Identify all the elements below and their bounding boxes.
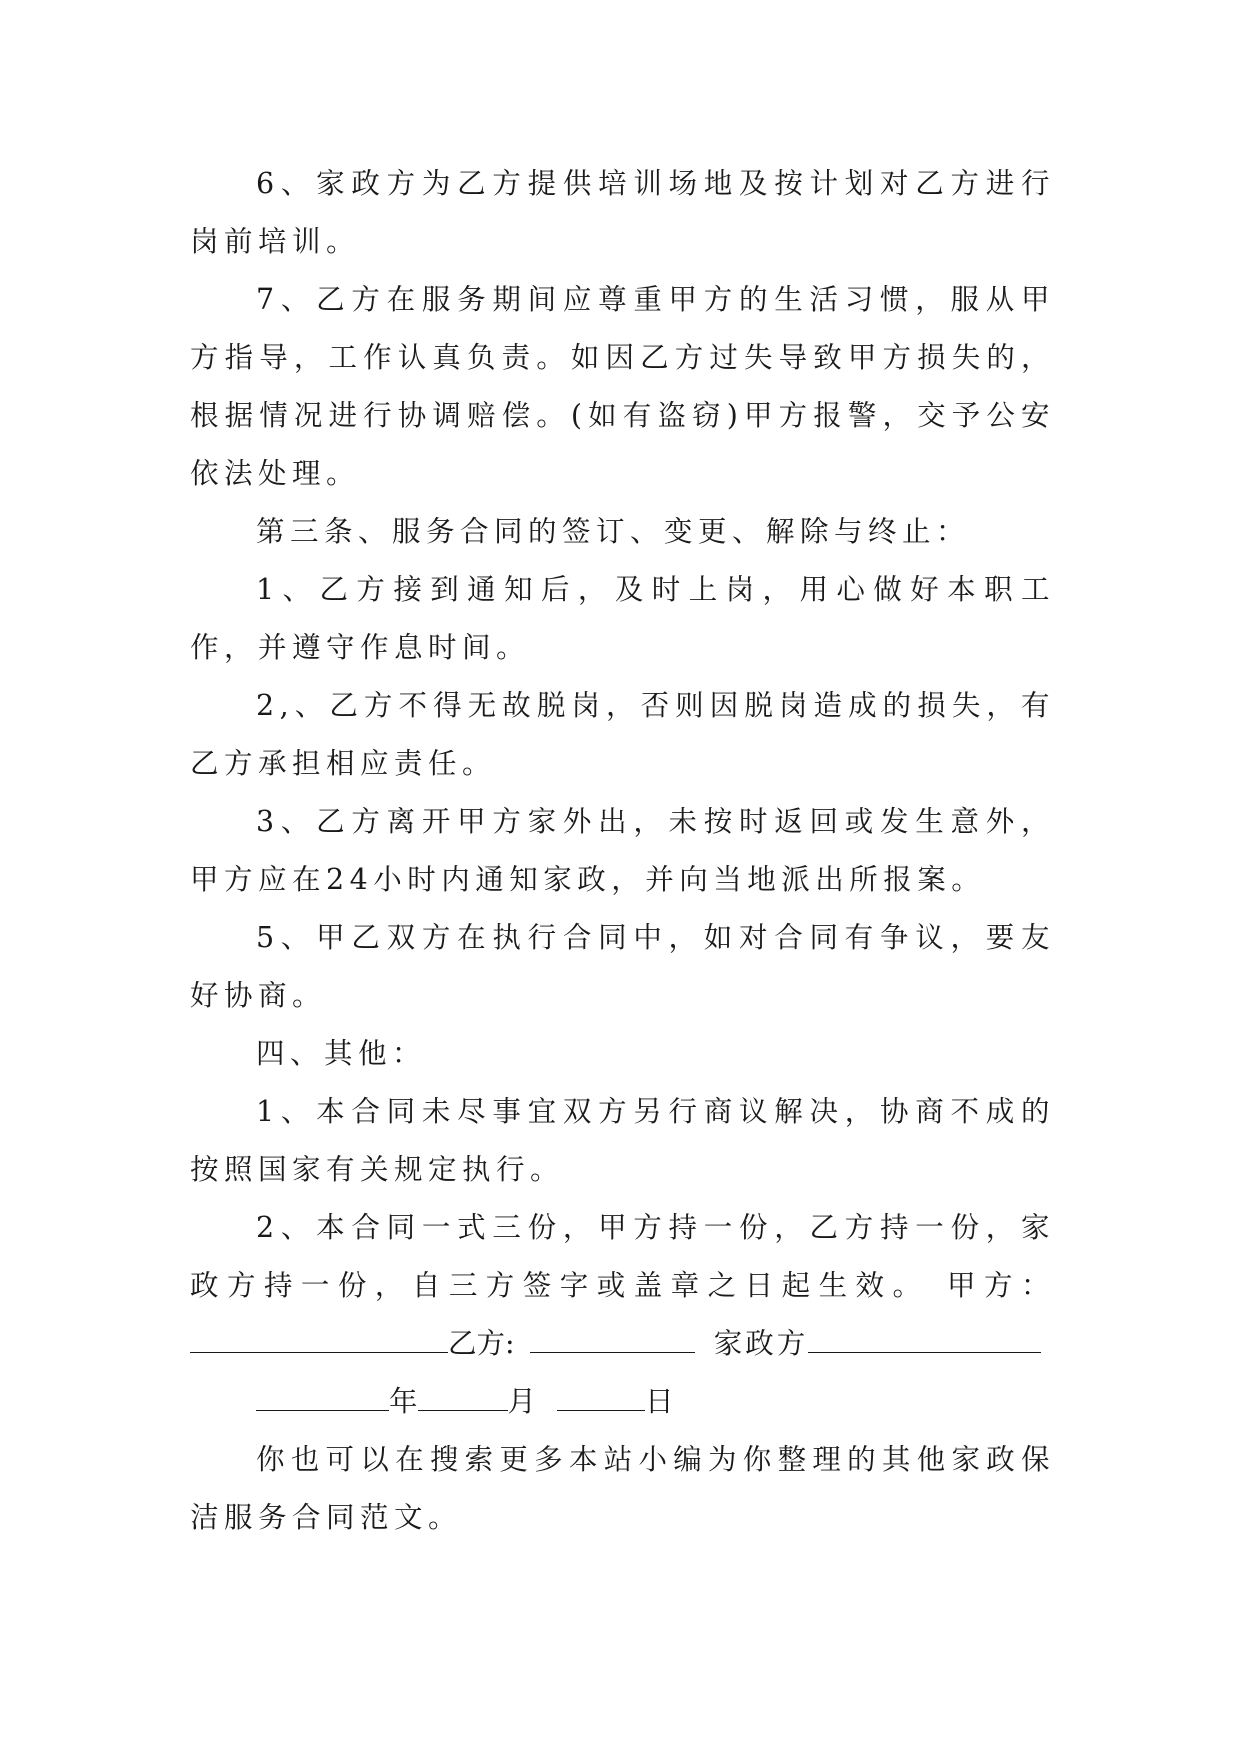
signature-line: [190, 1315, 1055, 1373]
section-3-clause-2: 2,、乙方不得无故脱岗，否则因脱岗造成的损失，有乙方承担相应责任。: [190, 689, 1055, 780]
contract-page: [190, 155, 1055, 1547]
party-b-signature-blank: [530, 1330, 695, 1353]
clause-7: 7、乙方在服务期间应尊重甲方的生活习惯，服从甲方指导，工作认真负责。如因乙方过失导致甲方损失的，根据情况进行协调赔偿。(如有盗窃)甲方报警，交予公安依法处理。: [190, 283, 1055, 490]
day-label: 日: [645, 1385, 674, 1418]
party-b-label: 乙方:: [448, 1327, 515, 1360]
section-3-clause-3: 3、乙方离开甲方家外出，未按时返回或发生意外，甲方应在24小时内通知家政，并向当地派出所报案。: [190, 805, 1055, 896]
year-blank: [256, 1388, 389, 1411]
section-4-heading: 四、其他：: [256, 1037, 427, 1070]
month-label: 月: [507, 1385, 537, 1418]
date-line: [190, 1373, 1055, 1431]
clause-6: 6、家政方为乙方提供培训场地及按计划对乙方进行岗前培训。: [190, 167, 1055, 258]
section-4-clause-2: 2、本合同一式三份，甲方持一份，乙方持一份，家政方持一份，自三方签字或盖章之日起生效。 甲方：: [190, 1211, 1055, 1302]
agency-signature-blank: [808, 1330, 1041, 1353]
footer-note: 你也可以在搜索更多本站小编为你整理的其他家政保洁服务合同范文。: [190, 1443, 1055, 1534]
section-3-clause-1: 1、乙方接到通知后，及时上岗，用心做好本职工作，并遵守作息时间。: [190, 573, 1055, 664]
day-blank: [557, 1388, 645, 1411]
party-a-signature-blank: [190, 1330, 448, 1353]
section-4-clause-1: 1、本合同未尽事宜双方另行商议解决，协商不成的按照国家有关规定执行。: [190, 1095, 1055, 1186]
agency-label: 家政方: [713, 1327, 809, 1360]
section-3-heading: 第三条、服务合同的签订、变更、解除与终止：: [256, 515, 971, 548]
section-3-clause-5: 5、甲乙双方在执行合同中，如对合同有争议，要友好协商。: [190, 921, 1055, 1012]
year-label: 年: [389, 1385, 418, 1418]
month-blank: [418, 1388, 508, 1411]
